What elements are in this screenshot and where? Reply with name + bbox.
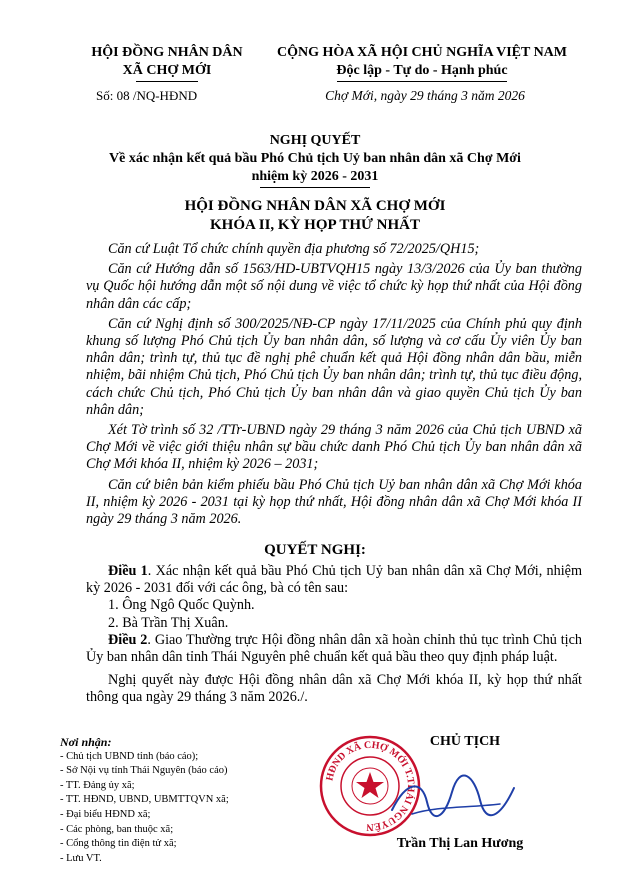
title-line-1: NGHỊ QUYẾT bbox=[269, 133, 361, 148]
article-2 bbox=[86, 632, 582, 666]
resolves-heading: QUYẾT NGHỊ: bbox=[264, 542, 366, 558]
nation-line-1: CỘNG HÒA XÃ HỘI CHỦ NGHĨA VIỆT NAM bbox=[276, 45, 567, 60]
title-line-3: nhiệm kỳ 2026 - 2031 bbox=[251, 169, 379, 184]
org-line-2: XÃ CHỢ MỚI bbox=[122, 63, 212, 78]
basis-4: Xét Tờ trình số 32 /TTr-UBND ngày 29 tháng 3 năm 2026 của Chủ tịch UBND xã Chợ Mới về việc giới thiệu nhân sự bầu chức danh Phó Chủ tịch Ủy ban nhân dân xã Chợ Mới khóa II, nhiệm kỳ 2026 – 2031; bbox=[86, 422, 582, 473]
recipient-item: - TT. Đảng ủy xã; bbox=[60, 779, 135, 791]
article-1-label: Điều 1 bbox=[108, 563, 148, 579]
council-heading bbox=[60, 197, 570, 235]
recipients-heading: Nơi nhận: bbox=[60, 735, 112, 749]
person-1: 1. Ông Ngô Quốc Quỳnh. bbox=[108, 597, 255, 614]
signer-title: CHỦ TỊCH bbox=[429, 734, 501, 749]
recipients-list bbox=[60, 735, 300, 866]
basis-5: Căn cứ biên bản kiểm phiếu bầu Phó Chủ tịch Uỷ ban nhân dân xã Chợ Mới khóa II, nhiệm kỳ 2026 - 2031 tại kỳ họp thứ nhất, Hội đồng nhân dân xã Chợ Mới khóa II ngày 29 tháng 3 năm 2026. bbox=[86, 476, 582, 528]
person-2: 2. Bà Trần Thị Xuân. bbox=[108, 614, 229, 631]
council-line-1: HỘI ĐỒNG NHÂN DÂN XÃ CHỢ MỚI bbox=[184, 198, 446, 214]
document-number: Số: 08 /NQ-HĐND bbox=[96, 88, 198, 103]
handwritten-signature bbox=[382, 770, 522, 830]
recipient-item: - Các phòng, ban thuộc xã; bbox=[60, 823, 174, 835]
article-1-text: . Xác nhận kết quả bầu Phó Chủ tịch Uỷ ban nhân dân xã Chợ Mới, nhiệm kỳ 2026 - 2031 đối với các ông, bà có tên sau: bbox=[86, 563, 582, 597]
star-icon bbox=[356, 772, 384, 798]
basis-2: Căn cứ Hướng dẫn số 1563/HD-UBTVQH15 ngày 13/3/2026 của Ủy ban thường vụ Quốc hội hướng dẫn một số nội dung về việc tổ chức kỳ họp thứ nhất của Hội đồng nhân dân các cấp; bbox=[86, 261, 582, 312]
recipient-item: - Cổng thông tin điện tử xã; bbox=[60, 838, 177, 850]
motto-underline bbox=[337, 81, 507, 82]
council-line-2: KHÓA II, KỲ HỌP THỨ NHẤT bbox=[209, 217, 421, 233]
seal-text: HĐND XÃ CHỢ MỚI T.THÁI NGUYÊN bbox=[324, 739, 417, 833]
org-line-1: HỘI ĐỒNG NHÂN DÂN bbox=[91, 45, 243, 60]
recipient-item: - Chủ tịch UBND tỉnh (báo cáo); bbox=[60, 750, 199, 762]
document-title bbox=[60, 132, 570, 188]
signer-name: Trần Thị Lan Hương bbox=[396, 836, 524, 851]
basis-3: Căn cứ Nghị định số 300/2025/NĐ-CP ngày 17/11/2025 của Chính phủ quy định khung số lượng Phó Chủ tịch Ủy ban nhân dân, số lượng và cơ cấu Ủy viên Ủy ban nhân dân; trình tự, thủ tục đề nghị phê chuẩn kết quả Hội đồng nhân dân bầu, miễn nhiệm, bãi nhiệm Chủ tịch, Phó Chủ tịch Ủy ban nhân dân; trình tự, thủ tục điều động, cách chức Chủ tịch, Phó Chủ tịch Ủy ban nhân dân và giao quyền Chủ tịch Ủy ban nhân dân; bbox=[86, 315, 582, 418]
title-underline bbox=[260, 187, 370, 188]
recipient-item: - Sở Nội vụ tỉnh Thái Nguyên (báo cáo) bbox=[60, 765, 228, 777]
legal-bases bbox=[86, 241, 582, 528]
nation-line-2: Độc lập - Tự do - Hạnh phúc bbox=[336, 63, 508, 78]
article-2-text: . Giao Thường trực Hội đồng nhân dân xã hoàn chỉnh thủ tục trình Chủ tịch Ủy ban nhân dân tỉnh Thái Nguyên phê chuẩn kết quả bầu theo quy định pháp luật. bbox=[86, 631, 582, 666]
recipient-item: - TT. HĐND, UBND, UBMTTQVN xã; bbox=[60, 794, 229, 806]
document-date: Chợ Mới, ngày 29 tháng 3 năm 2026 bbox=[325, 88, 525, 103]
national-heading bbox=[272, 44, 572, 82]
recipient-item: - Đại biểu HĐND xã; bbox=[60, 808, 151, 820]
issuing-authority bbox=[62, 44, 272, 82]
recipient-item: - Lưu VT. bbox=[60, 852, 102, 864]
article-1 bbox=[86, 563, 582, 597]
title-line-2: Về xác nhận kết quả bầu Phó Chủ tịch Uỷ ban nhân dân xã Chợ Mới bbox=[109, 151, 521, 166]
article-2-label: Điều 2 bbox=[108, 631, 148, 648]
articles bbox=[86, 563, 582, 707]
org-underline bbox=[136, 81, 198, 82]
basis-1: Căn cứ Luật Tổ chức chính quyền địa phương số 72/2025/QH15; bbox=[108, 241, 480, 257]
closing-paragraph: Nghị quyết này được Hội đồng nhân dân xã Chợ Mới khóa II, kỳ họp thứ nhất thông qua ngày 29 tháng 3 năm 2026./. bbox=[86, 672, 582, 706]
